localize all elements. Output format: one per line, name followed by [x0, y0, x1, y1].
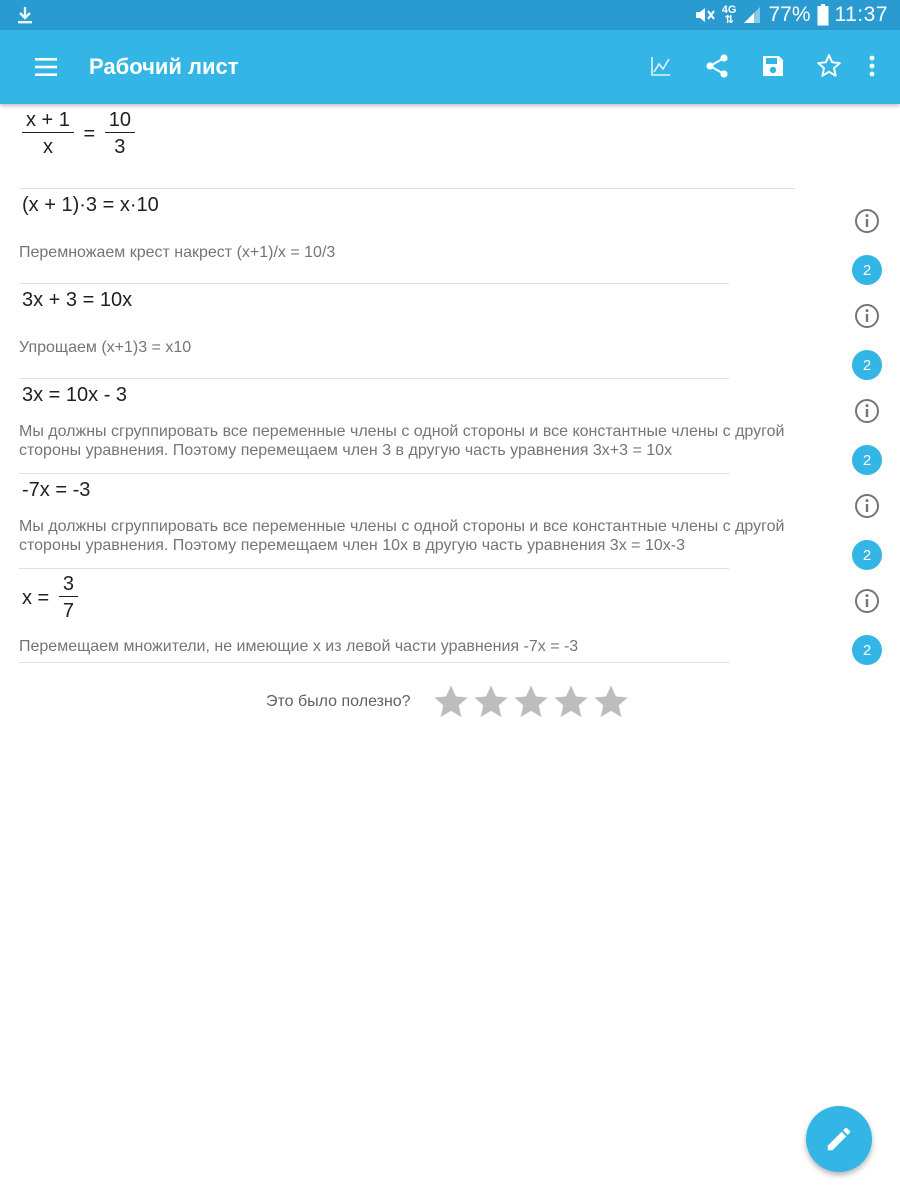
step-explanation: Перемещаем множители, не имеющие x из левой части уравнения -7x = -3	[19, 638, 579, 655]
equals-sign: =	[83, 123, 96, 145]
fraction-right	[105, 108, 135, 161]
step-count-badge[interactable]: 2	[852, 540, 882, 570]
step-count-badge[interactable]: 2	[852, 255, 882, 285]
more-button[interactable]	[854, 48, 890, 84]
step-expression: (x + 1)·3 = x·10	[22, 194, 159, 216]
info-icon[interactable]	[854, 398, 880, 424]
step-expression: 3x + 3 = 10x	[22, 289, 133, 311]
info-icon[interactable]	[854, 493, 880, 519]
step-count-badge[interactable]: 2	[852, 445, 882, 475]
status-bar	[0, 0, 900, 30]
more-icon	[868, 54, 876, 78]
divider	[19, 188, 795, 189]
graph-button[interactable]	[643, 48, 679, 84]
star-outline-icon	[816, 53, 842, 79]
fraction-denominator: 7	[62, 600, 74, 622]
info-icon[interactable]	[854, 588, 880, 614]
hamburger-icon	[28, 49, 64, 85]
mute-icon	[694, 5, 716, 25]
original-equation	[22, 108, 135, 161]
edit-fab-button[interactable]	[806, 1106, 872, 1172]
star-icon[interactable]	[591, 682, 631, 722]
star-icon[interactable]	[551, 682, 591, 722]
network-4g-icon: 4G ⇅	[721, 4, 737, 26]
rating-label: Это было полезно?	[266, 693, 411, 710]
fraction-numerator: 10	[105, 108, 135, 133]
fraction-denominator: 3	[114, 136, 126, 158]
share-icon	[704, 53, 730, 79]
step-count-badge[interactable]: 2	[852, 635, 882, 665]
page-title: Рабочий лист	[89, 54, 239, 79]
battery-icon	[817, 4, 829, 26]
info-icon[interactable]	[854, 208, 880, 234]
pencil-icon	[824, 1124, 854, 1154]
expression-prefix: x =	[22, 587, 50, 609]
fraction-result	[59, 572, 78, 625]
step-explanation: Перемножаем крест накрест (x+1)/x = 10/3	[19, 244, 336, 261]
divider	[19, 283, 729, 284]
graph-icon	[649, 54, 673, 78]
info-icon[interactable]	[854, 303, 880, 329]
signal-icon	[742, 5, 762, 25]
share-button[interactable]	[699, 48, 735, 84]
step-expression: 3x = 10x - 3	[22, 384, 128, 406]
save-button[interactable]	[755, 48, 791, 84]
rating-row	[266, 682, 631, 722]
star-icon[interactable]	[511, 682, 551, 722]
step-explanation: Мы должны сгруппировать все переменные члены с одной стороны и все константные члены с другой стороны уравнения. Поэтому перемещаем член 10x в другую часть уравнения 3x = 10x-3	[19, 518, 785, 554]
divider	[19, 378, 729, 379]
fraction-left	[22, 108, 74, 161]
battery-percent: 77%	[768, 3, 811, 26]
divider	[19, 473, 729, 474]
divider	[19, 662, 729, 663]
fraction-numerator: 3	[59, 572, 78, 597]
star-icon[interactable]	[471, 682, 511, 722]
divider	[19, 568, 729, 569]
download-icon	[16, 5, 34, 25]
network-type: 4G	[721, 4, 737, 16]
step-explanation: Мы должны сгруппировать все переменные члены с одной стороны и все константные члены с другой стороны уравнения. Поэтому перемещаем член 3 в другую часть уравнения 3x+3 = 10x	[19, 423, 785, 459]
fraction-denominator: x	[42, 136, 53, 158]
step-explanation: Упрощаем (x+1)3 = x10	[19, 339, 192, 356]
clock: 11:37	[834, 3, 888, 26]
step-expression	[22, 572, 78, 625]
menu-button[interactable]	[28, 49, 64, 85]
step-count-badge[interactable]: 2	[852, 350, 882, 380]
app-bar	[0, 30, 900, 104]
favorite-button[interactable]	[811, 48, 847, 84]
fraction-numerator: x + 1	[22, 108, 74, 133]
star-icon[interactable]	[431, 682, 471, 722]
save-icon	[761, 54, 785, 78]
step-expression: -7x = -3	[22, 479, 91, 501]
